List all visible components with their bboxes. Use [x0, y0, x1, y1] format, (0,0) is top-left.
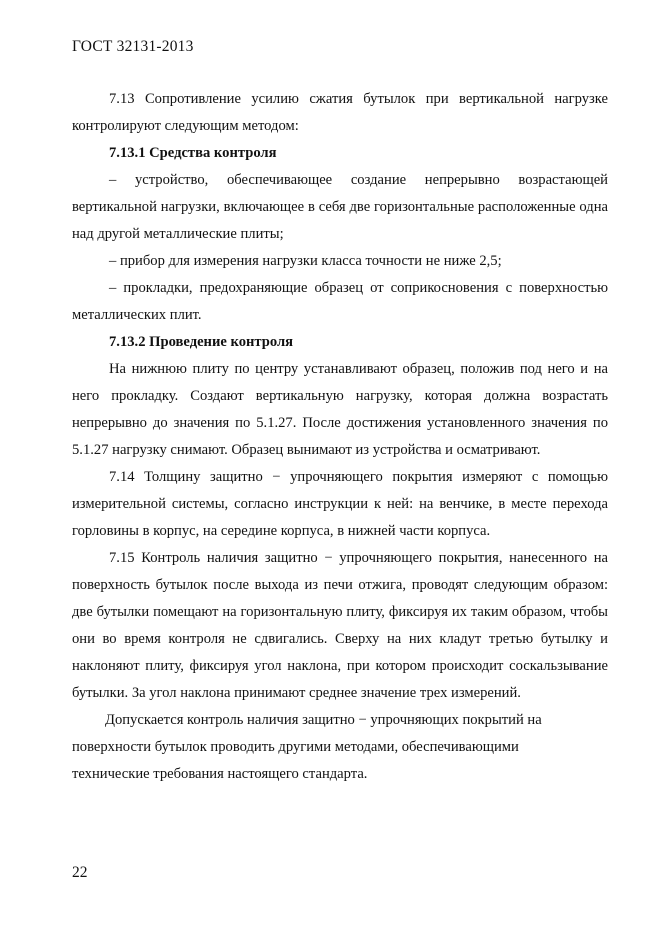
paragraph-7-14: 7.14 Толщину защитно − упрочняющего покрытия измеряют с помощью измерительной системы, согласно инструкции к ней: на венчике, в месте перехода горловины в корпус, на середине корпуса, в нижней части корпуса. — [72, 469, 608, 539]
heading-7-13-2: 7.13.2 Проведение контроля — [109, 334, 294, 350]
paragraph-7-15: 7.15 Контроль наличия защитно − упрочняющего покрытия, нанесенного на поверхность бутылок после выхода из печи отжига, проводят следующим образом: две бутылки помещают на горизонтальную плиту, фиксируя их таким образом, чтобы они во время контроля не сдвигались. Сверху на них кладут третью бутылку и наклоняют плиту, фиксируя угол наклона, при котором происходит соскальзывание бутылки. За угол наклона принимают среднее значение трех измерений. — [72, 550, 608, 701]
list-item-device: – устройство, обеспечивающее создание непрерывно возрастающей вертикальной нагрузки, включающее в себя две горизонтальные расположенные одна над другой металлические плиты; — [72, 172, 608, 242]
list-item-pads: – прокладки, предохраняющие образец от соприкосновения с поверхностью металлических плит. — [72, 280, 608, 323]
standard-header: ГОСТ 32131-2013 — [72, 38, 194, 55]
list-item-instrument: – прибор для измерения нагрузки класса точности не ниже 2,5; — [109, 253, 502, 269]
heading-7-13-1: 7.13.1 Средства контроля — [109, 145, 277, 161]
page-number: 22 — [72, 864, 88, 881]
paragraph-alternative-methods: Допускается контроль наличия защитно − упрочняющих покрытий на поверхности бутылок проводить другими методами, обеспечивающими технические требования настоящего стандарта. — [72, 712, 542, 782]
document-body — [72, 86, 608, 788]
paragraph-7-13: 7.13 Сопротивление усилию сжатия бутылок при вертикальной нагрузке контролируют следующим методом: — [72, 91, 608, 134]
paragraph-procedure: На нижнюю плиту по центру устанавливают образец, положив под него и на него прокладку. Создают вертикальную нагрузку, которая должна возрастать непрерывно до значения по 5.1.27. После достижения установленного значения по 5.1.27 нагрузку снимают. Образец вынимают из устройства и осматривают. — [72, 361, 608, 458]
